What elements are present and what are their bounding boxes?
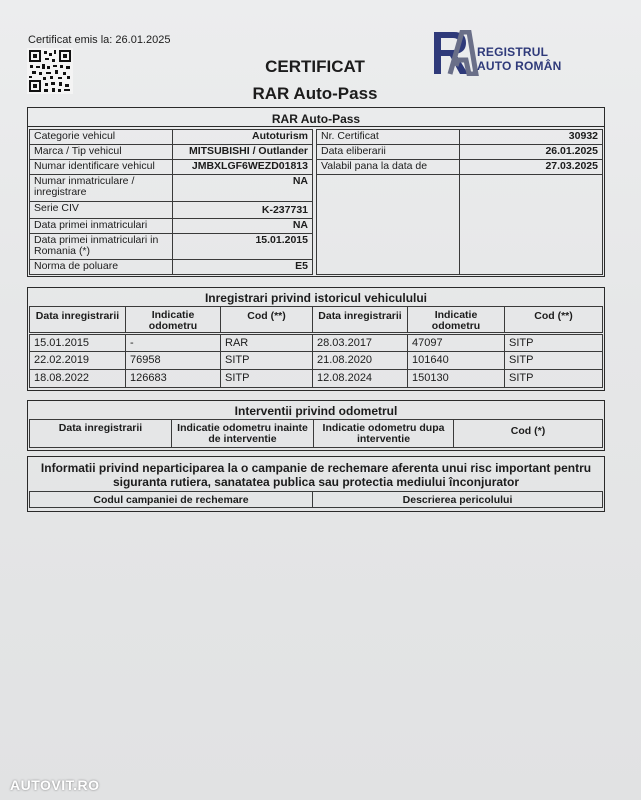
- page-subtitle: RAR Auto-Pass: [252, 84, 378, 103]
- vehicle-label: Norma de poluare: [29, 259, 173, 275]
- vehicle-label: Marca / Tip vehicul: [29, 144, 173, 160]
- logo-line-2: AUTO ROMÂN: [477, 59, 562, 73]
- vehicle-value: K-237731: [172, 201, 313, 219]
- certificate-empty-cell: [316, 174, 460, 275]
- history-cell: 76958: [125, 351, 221, 370]
- history-cell: SITP: [504, 334, 603, 352]
- history-cell: 18.08.2022: [29, 369, 126, 388]
- history-cell: RAR: [220, 334, 313, 352]
- odometer-header: Indicatie odometru dupa interventie: [313, 419, 454, 448]
- history-header: Data inregistrarii: [29, 306, 126, 333]
- odometer-header: Data inregistrarii: [29, 419, 172, 448]
- vehicle-title-rule: [27, 126, 605, 127]
- vehicle-label: Data primei inmatriculari in Romania (*): [29, 233, 173, 260]
- history-header: Cod (**): [220, 306, 313, 333]
- certificate-value: 27.03.2025: [459, 159, 603, 175]
- history-header: Indicatie odometru: [125, 306, 221, 333]
- vehicle-value: Autoturism: [172, 129, 313, 145]
- vehicle-label: Categorie vehicul: [29, 129, 173, 145]
- vehicle-value: JMBXLGF6WEZD01813: [172, 159, 313, 175]
- vehicle-label: Serie CIV: [29, 201, 173, 219]
- history-header: Cod (**): [504, 306, 603, 333]
- history-cell: 21.08.2020: [312, 351, 408, 370]
- certificate-label: Data eliberarii: [316, 144, 460, 160]
- vehicle-label: Numar identificare vehicul: [29, 159, 173, 175]
- logo-text: [477, 45, 561, 73]
- history-cell: -: [125, 334, 221, 352]
- history-cell: SITP: [504, 351, 603, 370]
- history-cell: 15.01.2015: [29, 334, 126, 352]
- history-cell: 22.02.2019: [29, 351, 126, 370]
- page-title: CERTIFICAT: [265, 57, 365, 76]
- history-cell: 150130: [407, 369, 505, 388]
- vehicle-section-title: RAR Auto-Pass: [271, 112, 361, 126]
- vehicle-value: E5: [172, 259, 313, 275]
- certificate-label: Valabil pana la data de: [316, 159, 460, 175]
- vehicle-value: 15.01.2015: [172, 233, 313, 260]
- vehicle-value: NA: [172, 218, 313, 234]
- odometer-header: Cod (*): [453, 419, 603, 448]
- vehicle-label: Data primei inmatriculari: [29, 218, 173, 234]
- history-cell: 126683: [125, 369, 221, 388]
- history-cell: 47097: [407, 334, 505, 352]
- vehicle-label: Numar inmatriculare / inregistrare: [29, 174, 173, 202]
- recall-section-title: Informatii privind neparticiparea la o campanie de rechemare aferenta unui risc important pentru siguranta rutiera, sanatatea publica sau protectia mediului înconjurator: [40, 461, 592, 489]
- recall-header: Descrierea pericolului: [312, 491, 603, 508]
- certificate-value: 30932: [459, 129, 603, 145]
- history-header: Indicatie odometru: [407, 306, 505, 333]
- certificate-empty-cell: [459, 174, 603, 275]
- history-cell: SITP: [220, 369, 313, 388]
- odometer-header: Indicatie odometru inainte de interventie: [171, 419, 314, 448]
- qr-code-icon: [27, 48, 73, 94]
- watermark: AUTOVIT.RO: [10, 777, 100, 793]
- odometer-section-title: Interventii privind odometrul: [234, 404, 398, 418]
- history-cell: 101640: [407, 351, 505, 370]
- history-cell: SITP: [504, 369, 603, 388]
- history-cell: SITP: [220, 351, 313, 370]
- vehicle-value: NA: [172, 174, 313, 202]
- issued-date: Certificat emis la: 26.01.2025: [28, 34, 171, 46]
- vehicle-value: MITSUBISHI / Outlander: [172, 144, 313, 160]
- history-cell: 28.03.2017: [312, 334, 408, 352]
- certificate-label: Nr. Certificat: [316, 129, 460, 145]
- certificate-value: 26.01.2025: [459, 144, 603, 160]
- recall-header: Codul campaniei de rechemare: [29, 491, 313, 508]
- history-section-title: Inregistrari privind istoricul vehiculului: [204, 291, 428, 305]
- logo-line-1: REGISTRUL: [477, 45, 549, 59]
- history-cell: 12.08.2024: [312, 369, 408, 388]
- history-header: Data inregistrarii: [312, 306, 408, 333]
